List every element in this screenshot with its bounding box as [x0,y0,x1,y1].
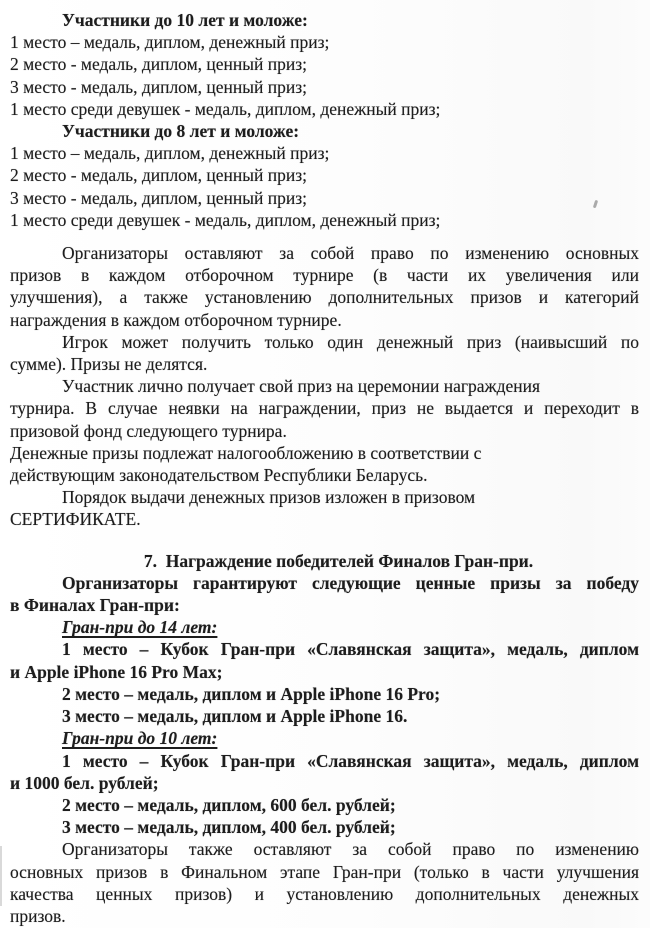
paragraph-line: качества ценных призов) и установлению дополнительных денежных [10,883,639,904]
group-heading-under-10: Участники до 10 лет и моложе: [62,10,308,30]
prizes-under-8-section [10,120,639,231]
prizes-under-10-section [10,9,639,120]
terms-section [10,242,639,531]
paragraph-line: Организаторы также оставляют за собой право по изменению [62,839,639,860]
paragraph-line: призовой фонд следующего турнира. [10,420,287,441]
prize-line: 1 место среди девушек - медаль, диплом, денежный приз; [10,98,441,119]
prize-line: 2 место - медаль, диплом, ценный приз; [10,165,308,186]
paragraph-line: Организаторы оставляют за собой право по изменению основных [62,243,639,264]
prize-line: 2 место - медаль, диплом, ценный приз; [10,54,308,75]
section-7-heading: 7. Награждение победителей Финалов Гран-при. [143,550,534,571]
prize-line: 3 место – медаль, диплом, 400 бел. рублей; [62,817,396,838]
scan-streak-artifact [0,846,2,906]
paragraph-line: сумме). Призы не делятся. [10,354,208,375]
grand-prix-awards-section [10,550,639,927]
prize-line: 1 место – медаль, диплом, денежный приз; [10,32,330,53]
paragraph-line: действующим законодательством Республики Беларусь. [10,465,428,486]
paragraph-line: Организаторы гарантируют следующие ценные призы за победу [62,572,639,593]
group-heading-under-8: Участники до 8 лет и моложе: [62,121,300,142]
paragraph-line: Порядок выдачи денежных призов изложен в призовом [62,487,476,508]
prize-line: 3 место – медаль, диплом и Apple iPhone 16. [62,706,408,727]
prize-line: и 1000 бел. рублей; [10,772,159,793]
paragraph-line: СЕРТИФИКАТЕ. [10,509,141,530]
prize-line: 2 место – медаль, диплом, 600 бел. рублей; [62,794,396,815]
paragraph-line: Игрок может получить только один денежный приз (наивысший по [62,331,639,352]
prize-line: 1 место – Кубок Гран-при «Славянская защита», медаль, диплом [62,750,639,771]
prize-line: 1 место – Кубок Гран-при «Славянская защита», медаль, диплом [62,639,639,660]
paragraph-line: в Финалах Гран-при: [10,595,180,616]
paragraph-line: призов в каждом отборочном турнире (в части их увеличения или [10,265,639,286]
paragraph-line: основных призов в Финальном этапе Гран-при (только в части улучшения [10,861,639,882]
paragraph-line: улучшения), а также установлению дополнительных призов и категорий [10,287,639,308]
prize-line: 1 место – медаль, диплом, денежный приз; [10,143,330,164]
paragraph-line: Участник лично получает свой приз на церемонии награждения [62,376,541,397]
paragraph-line: Денежные призы подлежат налогообложению в соответствии с [10,442,482,463]
paragraph-line: турнира. В случае неявки на награждении, приз не выдается и переходит в [10,398,639,419]
grand-prix-under-10-heading: Гран-при до 10 лет: [62,728,218,749]
grand-prix-under-14-heading: Гран-при до 14 лет: [62,617,218,638]
prize-line: 1 место среди девушек - медаль, диплом, денежный приз; [10,209,441,230]
prize-line: 3 место - медаль, диплом, ценный приз; [10,187,308,208]
prize-line: и Apple iPhone 16 Pro Max; [10,661,223,682]
prize-line: 2 место – медаль, диплом и Apple iPhone 16 Pro; [62,683,441,704]
prize-line: 3 место - медаль, диплом, ценный приз; [10,76,308,97]
paragraph-line: награждения в каждом отборочном турнире. [10,309,342,330]
paragraph-line: призов. [10,905,66,926]
